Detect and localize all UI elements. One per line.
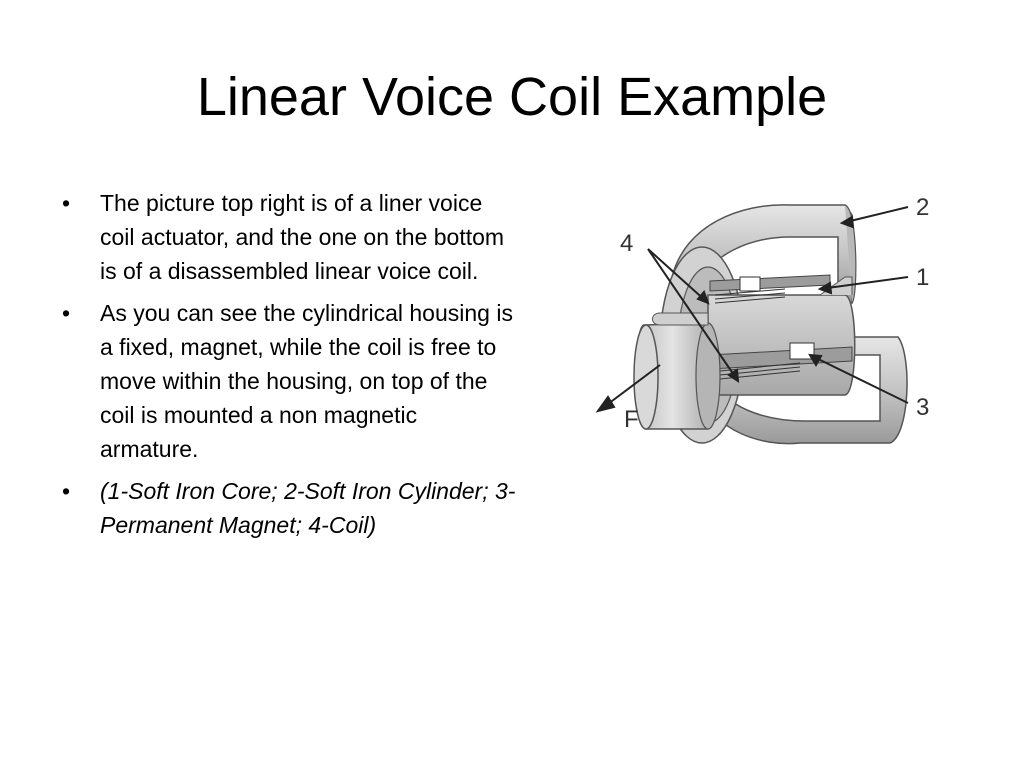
callout-label-1: 1 [916, 264, 930, 291]
bullet-text: As you can see the cylindrical housing is a fixed, magnet, while the coil is free to move within the housing, on top of the coil is mounted a non magnetic armature. [100, 300, 513, 462]
armature-cylinder [634, 313, 720, 429]
voice-coil-illustration [590, 185, 950, 455]
slide-title: Linear Voice Coil Example [196, 67, 828, 127]
voice-coil-diagram [590, 185, 950, 455]
bullet-text: (1-Soft Iron Core; 2-Soft Iron Cylinder; 3-Permanent Magnet; 4-Coil) [100, 478, 516, 538]
soft-iron-core [708, 277, 855, 395]
bullet-list [56, 186, 516, 550]
bullet-item [56, 186, 516, 288]
bullet-glyph: • [61, 478, 71, 504]
force-label: F [624, 406, 639, 433]
bullet-text: The picture top right is of a liner voice coil actuator, and the one on the bottom is of a disassembled linear voice coil. [100, 190, 505, 284]
callout-label-3: 3 [916, 394, 930, 421]
bullet-item [56, 474, 516, 542]
callout-label-4: 4 [620, 230, 634, 257]
bullet-item [56, 296, 516, 466]
bullet-glyph: • [61, 190, 71, 216]
callout-label-2: 2 [916, 194, 930, 221]
bullet-glyph: • [61, 300, 71, 326]
